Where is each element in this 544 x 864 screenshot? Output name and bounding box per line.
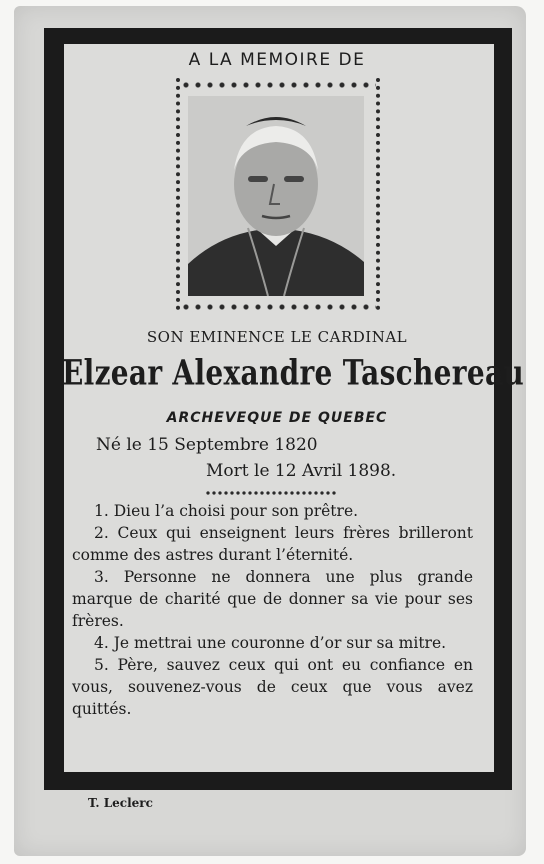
verse-3: 3. Personne ne donnera une plus grande marque de charité que de donner sa vie pour ses frères. xyxy=(72,568,473,630)
divider-ornament xyxy=(205,490,337,496)
ornament-bottom xyxy=(180,302,376,312)
birth-date: Né le 15 Septembre 1820 xyxy=(96,435,318,455)
verse-2: 2. Ceux qui enseignent leurs frères brilleront comme des astres durant l’éternité. xyxy=(72,524,473,564)
portrait-photo xyxy=(188,96,364,296)
verse-5: 5. Père, sauvez ceux qui ont eu confiance en vous, souvenez-vous de ceux que vous avez quittés. xyxy=(72,656,473,718)
ecclesiastical-title: ARCHEVEQUE DE QUEBEC xyxy=(166,410,388,426)
verse-4: 4. Je mettrai une couronne d’or sur sa mitre. xyxy=(94,634,447,652)
verses xyxy=(72,500,473,720)
cardinal-subtitle: SON EMINENCE LE CARDINAL xyxy=(146,328,408,346)
death-date: Mort le 12 Avril 1898. xyxy=(206,461,397,481)
deceased-name: Elzear Alexandre Taschereau xyxy=(62,352,525,394)
verse-1: 1. Dieu l’a choisi pour son prêtre. xyxy=(94,502,359,520)
memorial-heading: A LA MEMOIRE DE xyxy=(188,50,366,70)
printer-credit: T. Leclerc xyxy=(88,796,153,810)
